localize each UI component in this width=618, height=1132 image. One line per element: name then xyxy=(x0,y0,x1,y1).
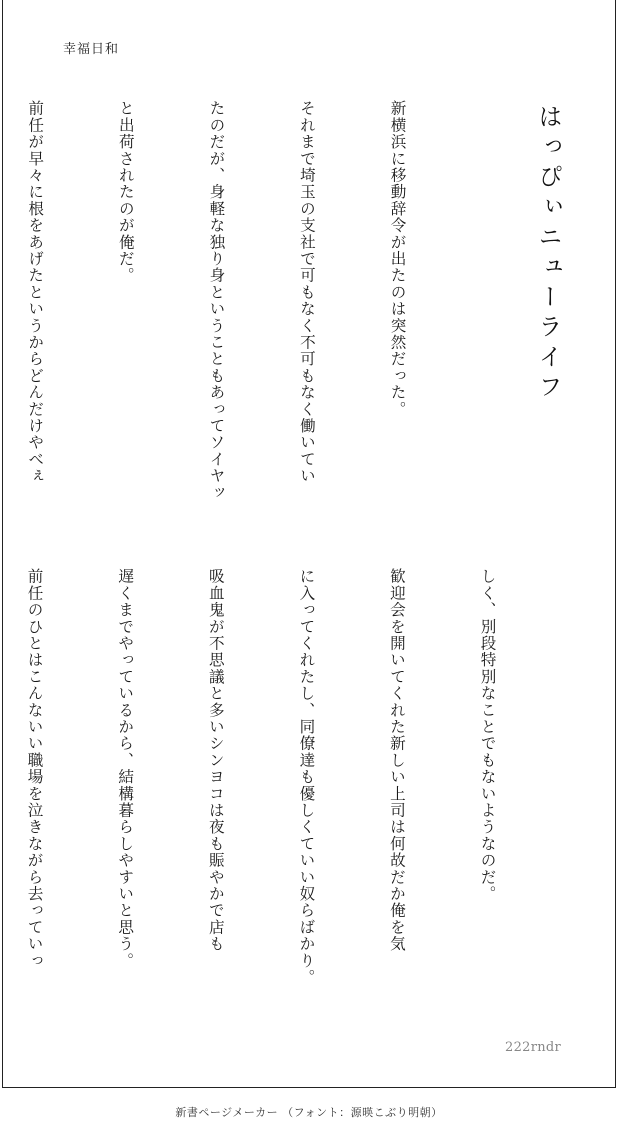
text-column: に入ってくれたし、同僚達も優しくていい奴らばかり。 xyxy=(297,568,316,986)
body-text-top xyxy=(0,100,473,520)
text-column: 前任のひとはこんないい職場を泣きながら去っていっ xyxy=(25,568,44,969)
text-column: 歓迎会を開いてくれた新しい上司は何故だか俺を気 xyxy=(387,568,406,953)
book-page xyxy=(2,0,616,1088)
text-column: それまで埼玉の支社で可もなく不可もなく働いてい xyxy=(297,100,316,485)
text-column: しく、別段特別なことでもないようなのだ。 xyxy=(478,568,497,902)
text-column: たのだが、身軽な独り身ということもあってソイヤッ xyxy=(207,100,226,501)
author-signature: 222rndr xyxy=(505,1040,562,1055)
body-text-bottom xyxy=(0,568,563,988)
text-column: 遅くまでやっているから、結構暮らしやすいと思う。 xyxy=(116,568,135,969)
story-title: はっぴぃニューライフ xyxy=(534,104,562,404)
generator-credit: 新書ページメーカー （フォント：源暎こぶり明朝） xyxy=(175,1106,443,1119)
text-column: 吸血鬼が不思議と多いシンヨコは夜も賑やかで店も xyxy=(206,568,225,953)
text-column: 新横浜に移動辞令が出たのは突然だった。 xyxy=(388,100,407,418)
text-column: と出荷されたのが俺だ。 xyxy=(116,100,135,284)
header-label: 幸福日和 xyxy=(63,42,120,57)
text-column: 前任が早々に根をあげたというからどんだけやべぇ xyxy=(26,100,45,485)
